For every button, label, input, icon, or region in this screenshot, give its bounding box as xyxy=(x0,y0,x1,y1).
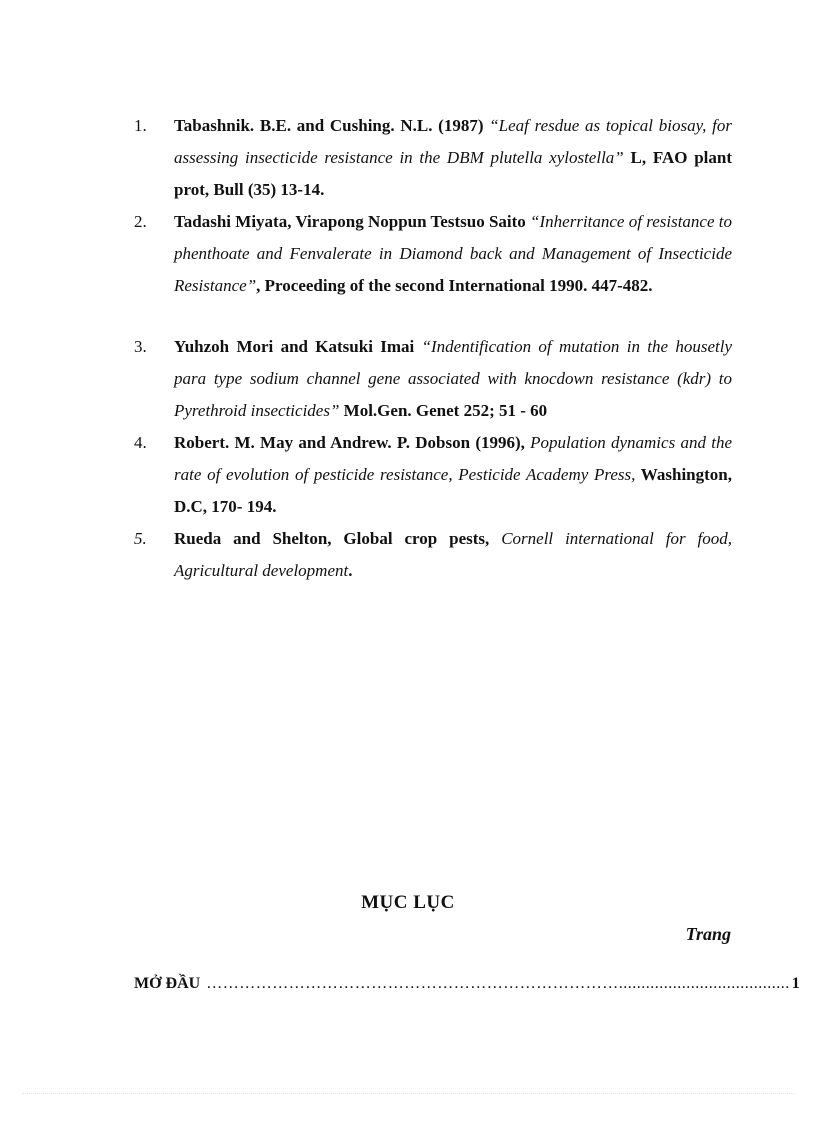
reference-number: 3. xyxy=(134,337,147,356)
reference-title: “Leaf resdue as topical biosay, for assessing insecticide resistance in the DBM plutella xylostella” xyxy=(174,116,732,167)
reference-item xyxy=(134,427,732,523)
reference-source: Washington, D.C, 170- 194. xyxy=(174,465,732,516)
toc-entry-page: 1 xyxy=(791,975,800,992)
reference-source: Mol.Gen. Genet 252; 51 - 60 xyxy=(339,401,548,420)
reference-source: . xyxy=(348,561,353,580)
reference-source: L, FAO plant prot, Bull (35) 13-14. xyxy=(174,148,732,199)
toc-page-label: Trang xyxy=(685,924,731,944)
reference-item xyxy=(134,206,732,302)
reference-number: 5. xyxy=(134,529,147,548)
reference-title: Population dynamics and the rate of evolution of pesticide resistance, Pesticide Academy Press, xyxy=(174,433,732,484)
reference-authors: Rueda and Shelton, Global crop pests, xyxy=(174,529,502,548)
reference-item xyxy=(134,110,732,206)
toc-entry-leader: …………………………………………………………………...................................... xyxy=(206,975,790,992)
reference-title: “Indentification of mutation in the housetly para type sodium channel gene associated with knocdown resistance (kdr) to Pyrethroid insecticides” xyxy=(174,337,733,420)
reference-list xyxy=(134,110,732,587)
reference-source: , Proceeding of the second International 1990. 447-482. xyxy=(256,276,653,295)
reference-spacer xyxy=(134,302,732,331)
reference-authors: Yuhzoh Mori and Katsuki Imai xyxy=(174,337,422,356)
page-bottom-divider xyxy=(22,1093,794,1094)
reference-number: 1. xyxy=(134,116,147,135)
toc-entry[interactable] xyxy=(134,975,800,993)
reference-authors: Tabashnik. B.E. and Cushing. N.L. (1987) xyxy=(174,116,490,135)
reference-item xyxy=(134,523,732,587)
toc-title: MỤC LỤC xyxy=(361,892,455,913)
toc-entry-label: MỞ ĐẦU xyxy=(134,975,201,992)
reference-number: 2. xyxy=(134,212,147,231)
reference-title: “Inherritance of resistance to phenthoate and Fenvalerate in Diamond back and Management of Insecticide Resistance” xyxy=(174,212,732,295)
reference-title: Cornell international for food, Agricultural development xyxy=(174,529,732,580)
reference-authors: Tadashi Miyata, Virapong Noppun Testsuo Saito xyxy=(174,212,531,231)
reference-authors: Robert. M. May and Andrew. P. Dobson (1996), xyxy=(174,433,531,452)
reference-number: 4. xyxy=(134,433,147,452)
reference-item xyxy=(134,331,732,427)
